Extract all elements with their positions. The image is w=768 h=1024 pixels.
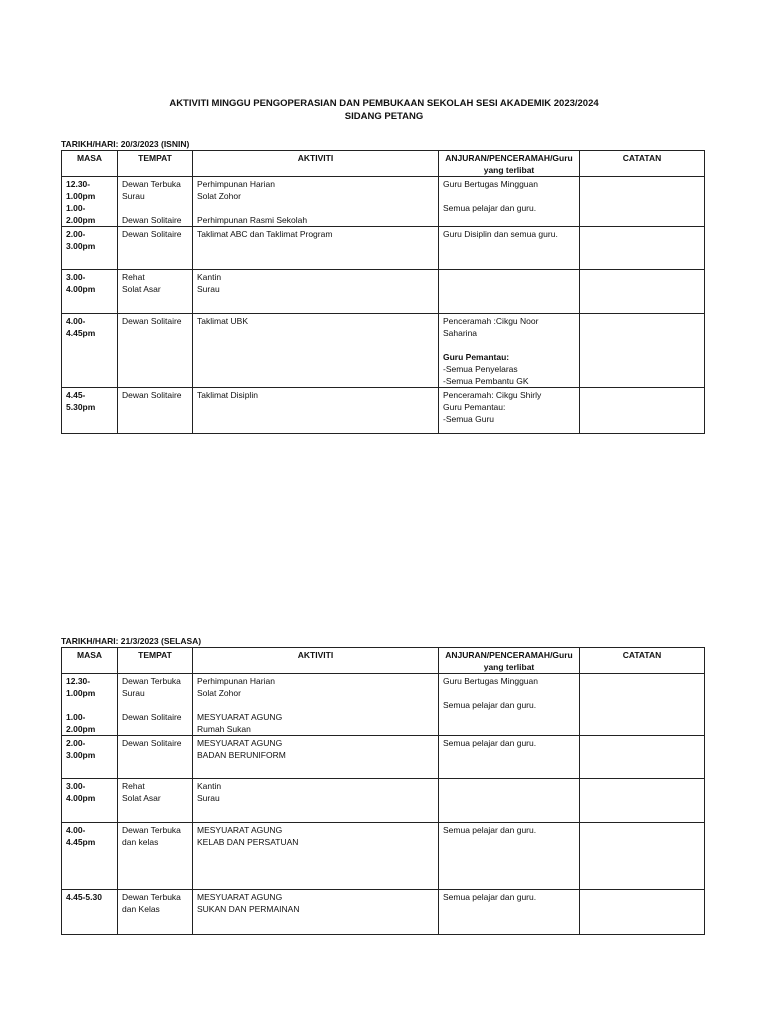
cell-line: Saharina [443, 328, 478, 338]
cell-catatan [580, 314, 705, 388]
cell-line: Semua pelajar dan guru. [443, 825, 537, 835]
col-header-anjuran: ANJURAN/PENCERAMAH/Guru yang terlibat [439, 151, 580, 177]
schedule-table [61, 647, 705, 935]
cell-line: Semua pelajar dan guru. [443, 700, 537, 710]
cell-line: Guru Disiplin dan semua guru. [443, 229, 558, 239]
cell-catatan [580, 270, 705, 314]
cell-catatan [580, 890, 705, 935]
cell-line: 12.30- [66, 676, 91, 686]
table-row [62, 823, 705, 890]
cell-line: Dewan Terbuka [122, 179, 181, 189]
table-row [62, 388, 705, 434]
cell-line: Solat Zohor [197, 191, 241, 201]
cell-anjuran [439, 227, 580, 270]
col-header-aktiviti: AKTIVITI [193, 151, 439, 177]
cell-anjuran [439, 270, 580, 314]
cell-anjuran [439, 314, 580, 388]
cell-aktiviti [193, 314, 439, 388]
cell-catatan [580, 779, 705, 823]
cell-tempat [118, 388, 193, 434]
cell-aktiviti [193, 890, 439, 935]
cell-line: Surau [122, 191, 145, 201]
cell-line: 4.00pm [66, 284, 96, 294]
cell-line: -Semua Pembantu GK [443, 376, 529, 386]
day-section-isnin [61, 139, 704, 434]
cell-tempat [118, 270, 193, 314]
cell-line: MESYUARAT AGUNG [197, 738, 283, 748]
cell-line: 4.00- [66, 825, 86, 835]
col-header-tempat: TEMPAT [118, 648, 193, 674]
cell-line: Rehat [122, 272, 145, 282]
cell-anjuran [439, 177, 580, 227]
cell-masa [62, 314, 118, 388]
cell-line: Dewan Solitaire [122, 738, 182, 748]
cell-line: KELAB DAN PERSATUAN [197, 837, 299, 847]
cell-masa [62, 674, 118, 736]
cell-line [197, 202, 434, 214]
cell-line [443, 190, 575, 202]
cell-line: Surau [197, 284, 220, 294]
cell-line: Solat Asar [122, 793, 161, 803]
cell-line: Perhimpunan Rasmi Sekolah [197, 215, 308, 225]
table-row [62, 674, 705, 736]
header-row [62, 151, 705, 177]
cell-tempat [118, 890, 193, 935]
table-row [62, 736, 705, 779]
col-header-masa: MASA [62, 648, 118, 674]
cell-line: Solat Zohor [197, 688, 241, 698]
cell-line [443, 687, 575, 699]
cell-line [66, 699, 113, 711]
cell-line: Dewan Solitaire [122, 390, 182, 400]
col-header-anjuran: ANJURAN/PENCERAMAH/Guru yang terlibat [439, 648, 580, 674]
cell-line: 4.45- [66, 390, 86, 400]
col-header-aktiviti: AKTIVITI [193, 648, 439, 674]
cell-aktiviti [193, 388, 439, 434]
cell-anjuran [439, 779, 580, 823]
cell-line: Surau [122, 688, 145, 698]
cell-line: 1.00- [66, 712, 86, 722]
cell-line: MESYUARAT AGUNG [197, 712, 283, 722]
cell-line: MESYUARAT AGUNG [197, 892, 283, 902]
cell-line [197, 699, 434, 711]
cell-line: Penceramah :Cikgu Noor [443, 316, 539, 326]
cell-line: dan kelas [122, 837, 159, 847]
cell-line: 12.30- [66, 179, 91, 189]
table-row [62, 227, 705, 270]
document-title-block [0, 98, 768, 123]
table-row [62, 890, 705, 935]
cell-tempat [118, 823, 193, 890]
cell-line: Dewan Terbuka [122, 825, 181, 835]
cell-line: Kantin [197, 272, 222, 282]
cell-line: -Semua Guru [443, 414, 495, 424]
cell-line: MESYUARAT AGUNG [197, 825, 283, 835]
header-row [62, 648, 705, 674]
cell-line: 4.00pm [66, 793, 96, 803]
cell-line: 2.00pm [66, 724, 96, 734]
cell-line: Penceramah: Cikgu Shirly [443, 390, 542, 400]
cell-line: 1.00- [66, 203, 86, 213]
cell-line: 3.00pm [66, 241, 96, 251]
cell-masa [62, 177, 118, 227]
cell-anjuran [439, 736, 580, 779]
cell-line: Semua pelajar dan guru. [443, 892, 537, 902]
cell-line: Guru Pemantau: [443, 402, 506, 412]
cell-tempat [118, 779, 193, 823]
cell-line: 4.45pm [66, 837, 96, 847]
cell-line: Guru Bertugas Mingguan [443, 676, 538, 686]
cell-line: BADAN BERUNIFORM [197, 750, 286, 760]
cell-anjuran [439, 823, 580, 890]
cell-line: Semua pelajar dan guru. [443, 738, 537, 748]
cell-line: Dewan Terbuka [122, 676, 181, 686]
cell-line: Guru Bertugas Mingguan [443, 179, 538, 189]
cell-line: Rumah Sukan [197, 724, 251, 734]
table-row [62, 314, 705, 388]
cell-line: Perhimpunan Harian [197, 676, 275, 686]
cell-anjuran [439, 674, 580, 736]
cell-line: Semua pelajar dan guru. [443, 203, 537, 213]
cell-line: Dewan Solitaire [122, 712, 182, 722]
cell-aktiviti [193, 674, 439, 736]
col-header-catatan: CATATAN [580, 151, 705, 177]
cell-line: Dewan Solitaire [122, 215, 182, 225]
cell-aktiviti [193, 779, 439, 823]
cell-catatan [580, 736, 705, 779]
cell-masa [62, 227, 118, 270]
cell-tempat [118, 736, 193, 779]
cell-aktiviti [193, 823, 439, 890]
cell-line: Dewan Solitaire [122, 229, 182, 239]
cell-line: dan Kelas [122, 904, 160, 914]
table-row [62, 779, 705, 823]
cell-aktiviti [193, 227, 439, 270]
cell-line [122, 202, 188, 214]
table-row [62, 270, 705, 314]
cell-line: 2.00- [66, 738, 86, 748]
cell-line: Rehat [122, 781, 145, 791]
date-label: TARIKH/HARI: 20/3/2023 (ISNIN) [61, 139, 190, 149]
cell-line: Kantin [197, 781, 222, 791]
cell-line [443, 339, 575, 351]
col-header-tempat: TEMPAT [118, 151, 193, 177]
cell-line: 1.00pm [66, 191, 96, 201]
table-row [62, 177, 705, 227]
cell-aktiviti [193, 177, 439, 227]
cell-line: 3.00pm [66, 750, 96, 760]
cell-masa [62, 890, 118, 935]
cell-masa [62, 779, 118, 823]
cell-catatan [580, 177, 705, 227]
cell-aktiviti [193, 736, 439, 779]
cell-line: Taklimat UBK [197, 316, 249, 326]
cell-line: Dewan Terbuka [122, 892, 181, 902]
cell-aktiviti [193, 270, 439, 314]
cell-tempat [118, 314, 193, 388]
cell-line: Perhimpunan Harian [197, 179, 275, 189]
schedule-table [61, 150, 705, 434]
cell-tempat [118, 674, 193, 736]
cell-masa [62, 388, 118, 434]
cell-line: SUKAN DAN PERMAINAN [197, 904, 300, 914]
cell-catatan [580, 674, 705, 736]
cell-line: Taklimat Disiplin [197, 390, 258, 400]
document-subtitle: SIDANG PETANG [344, 110, 424, 122]
cell-line: 2.00pm [66, 215, 96, 225]
col-header-masa: MASA [62, 151, 118, 177]
cell-line: 4.45pm [66, 328, 96, 338]
document-title: AKTIVITI MINGGU PENGOPERASIAN DAN PEMBUKAAN SEKOLAH SESI AKADEMIK 2023/2024 [169, 98, 599, 109]
date-label: TARIKH/HARI: 21/3/2023 (SELASA) [61, 636, 202, 646]
cell-line: 4.45-5.30 [66, 892, 102, 902]
cell-tempat [118, 227, 193, 270]
cell-tempat [118, 177, 193, 227]
cell-masa [62, 823, 118, 890]
cell-line: Solat Asar [122, 284, 161, 294]
cell-masa [62, 270, 118, 314]
day-section-selasa [61, 636, 704, 935]
cell-line: 2.00- [66, 229, 86, 239]
cell-line: Surau [197, 793, 220, 803]
cell-line: -Semua Penyelaras [443, 364, 518, 374]
cell-line: 3.00- [66, 272, 86, 282]
cell-line: Dewan Solitaire [122, 316, 182, 326]
cell-line: 1.00pm [66, 688, 96, 698]
cell-anjuran [439, 388, 580, 434]
cell-anjuran [439, 890, 580, 935]
cell-line: 5.30pm [66, 402, 96, 412]
cell-line: Guru Pemantau: [443, 352, 510, 362]
cell-catatan [580, 823, 705, 890]
cell-line: 3.00- [66, 781, 86, 791]
cell-catatan [580, 388, 705, 434]
cell-line: 4.00- [66, 316, 86, 326]
cell-line [122, 699, 188, 711]
cell-masa [62, 736, 118, 779]
cell-line: Taklimat ABC dan Taklimat Program [197, 229, 333, 239]
col-header-catatan: CATATAN [580, 648, 705, 674]
cell-catatan [580, 227, 705, 270]
